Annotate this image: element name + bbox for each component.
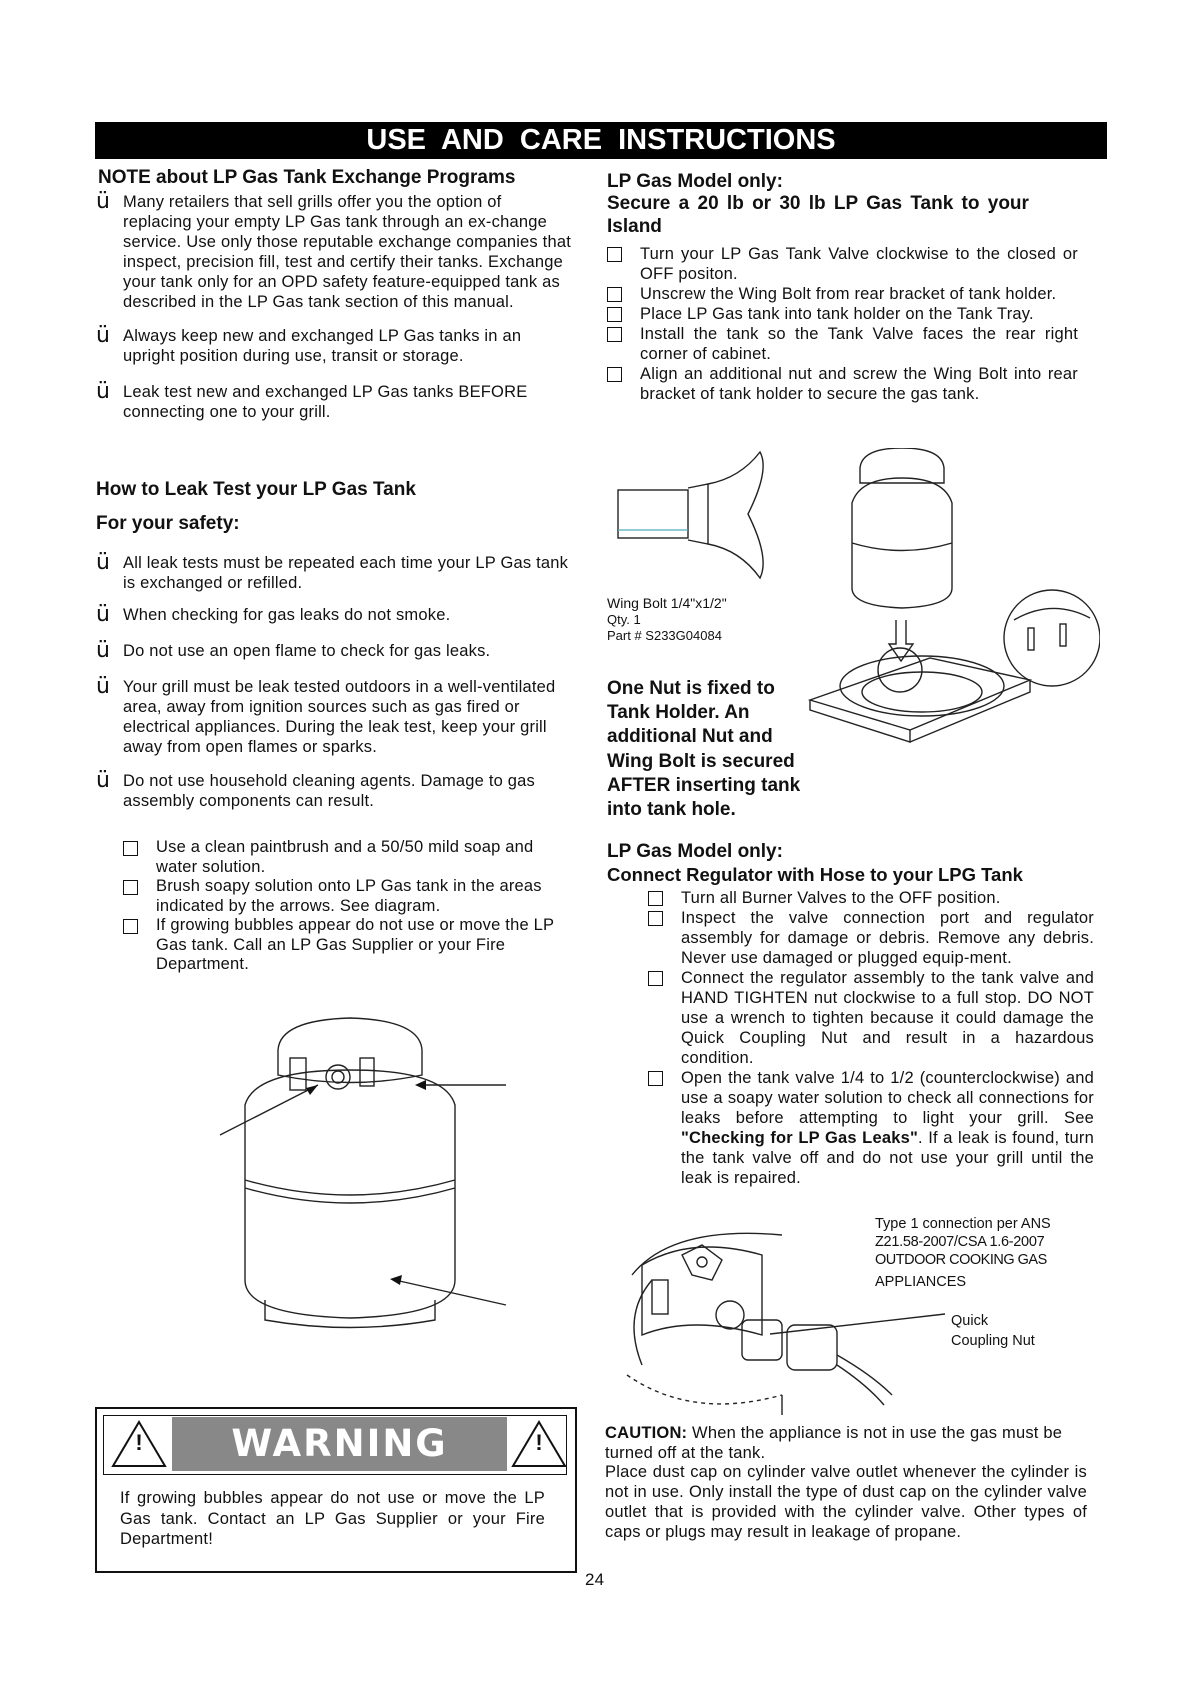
check-icon: ü xyxy=(96,323,111,348)
warning-label: WARNING xyxy=(172,1417,507,1471)
coupling-leader-line xyxy=(770,1310,950,1340)
page-title: USE AND CARE INSTRUCTIONS xyxy=(95,122,1107,159)
safety-list xyxy=(96,550,574,811)
leak-test-title: How to Leak Test your LP Gas Tank xyxy=(96,479,416,500)
list-item: ü Always keep new and exchanged LP Gas tanks in an upright position during use, transit or storage. xyxy=(96,323,522,365)
list-item: ü All leak tests must be repeated each time your LP Gas tank is exchanged or refilled. xyxy=(96,550,569,592)
warning-symbol-right: ! xyxy=(535,1430,543,1455)
quick-coupling-label: Quick Coupling Nut xyxy=(951,1313,1035,1349)
lp-tank-diagram xyxy=(210,1010,510,1330)
list-item: ü Leak test new and exchanged LP Gas tanks BEFORE connecting one to your grill. xyxy=(96,379,528,421)
secure-title-2: Secure a 20 lb or 30 lb LP Gas Tank to your Island xyxy=(607,193,1029,237)
list-item: ü Do not use an open flame to check for gas leaks. xyxy=(96,638,491,663)
list-item: ü Your grill must be leak tested outdoors in a well-ventilated area, away from ignition sources such as gas fired or electrical appliances. During the leak test, keep your grill away from open flames or sparks. xyxy=(96,674,556,756)
check-icon: ü xyxy=(96,638,111,663)
wing-bolt-label: Wing Bolt 1/4"x1/2" Qty. 1 Part # S233G04084 xyxy=(607,595,727,643)
check-icon: ü xyxy=(96,189,111,214)
secure-steps-list xyxy=(607,244,1078,404)
page-number: 24 xyxy=(585,1570,605,1589)
secure-title-1: LP Gas Model only: xyxy=(607,171,783,192)
list-item: If growing bubbles appear do not use or move the LP Gas tank. Call an LP Gas Supplier or your Fire Department. xyxy=(123,916,575,975)
warning-text: If growing bubbles appear do not use or move the LP Gas tank. Contact an LP Gas Supplier or your Fire Department! xyxy=(120,1489,545,1548)
checkbox-icon xyxy=(607,247,622,262)
checkbox-icon xyxy=(607,287,622,302)
connect-title-2: Connect Regulator with Hose to your LPG Tank xyxy=(607,864,1023,885)
note-list xyxy=(96,189,574,422)
list-item: Unscrew the Wing Bolt from rear bracket of tank holder. xyxy=(607,284,1078,304)
checkbox-icon xyxy=(648,971,663,986)
checkbox-icon xyxy=(648,911,663,926)
caution-text: CAUTION: When the appliance is not in use the gas must be turned off at the tank. xyxy=(605,1424,1063,1462)
note-title: NOTE about LP Gas Tank Exchange Programs xyxy=(98,167,516,188)
connect-steps-list xyxy=(648,888,1094,1188)
check-icon: ü xyxy=(96,602,111,627)
list-item: ü Many retailers that sell grills offer you the option of replacing your empty LP Gas tank through an ex-change service. Use only those reputable exchange companies that inspect, precision fill, test and certify their tanks. Exchange your tank only for an OPD safety feature-equipped tank as described in the LP Gas tank section of this manual. xyxy=(96,189,571,311)
leak-steps-list xyxy=(123,838,575,975)
list-item: Use a clean paintbrush and a 50/50 mild soap and water solution. xyxy=(123,838,575,877)
list-item: Align an additional nut and screw the Wing Bolt into rear bracket of tank holder to secure the gas tank. xyxy=(607,364,1078,404)
list-item: Inspect the valve connection port and regulator assembly for damage or debris. Remove any debris. Never use damaged or plugged equip-ment. xyxy=(648,908,1094,968)
checkbox-icon xyxy=(648,1071,663,1086)
list-item: Place LP Gas tank into tank holder on the Tank Tray. xyxy=(607,304,1078,324)
checkbox-icon xyxy=(648,891,663,906)
type1-connection-label: Type 1 connection per ANS Z21.58-2007/CSA 1.6-2007 OUTDOOR COOKING GAS APPLIANCES xyxy=(875,1216,1051,1290)
checkbox-icon xyxy=(607,327,622,342)
nut-note: One Nut is fixed to Tank Holder. An additional Nut and Wing Bolt is secured AFTER inserting tank into tank hole. xyxy=(607,678,801,821)
list-item: ü When checking for gas leaks do not smoke. xyxy=(96,602,451,627)
list-item: ü Do not use household cleaning agents. Damage to gas assembly components can result. xyxy=(96,768,535,810)
list-item: Connect the regulator assembly to the tank valve and HAND TIGHTEN nut clockwise to a full stop. DO NOT use a wrench to tighten because it could damage the Quick Coupling Nut and result in a hazardous condition. xyxy=(648,968,1094,1068)
list-item: Open the tank valve 1/4 to 1/2 (counterclockwise) and use a soapy water solution to check all connections for leaks before attempting to light your grill. See "Checking for LP Gas Leaks". If a leak is found, turn the tank valve off and do not use your grill until the leak is repaired. xyxy=(648,1068,1094,1188)
checkbox-icon xyxy=(123,880,138,895)
checkbox-icon xyxy=(607,367,622,382)
check-icon: ü xyxy=(96,550,111,575)
list-item: Install the tank so the Tank Valve faces the rear right corner of cabinet. xyxy=(607,324,1078,364)
safety-title: For your safety: xyxy=(96,513,240,534)
connect-title-1: LP Gas Model only: xyxy=(607,841,783,862)
check-icon: ü xyxy=(96,768,111,793)
check-icon: ü xyxy=(96,674,111,699)
check-icon: ü xyxy=(96,379,111,404)
checkbox-icon xyxy=(607,307,622,322)
dust-cap-text: Place dust cap on cylinder valve outlet whenever the cylinder is not in use. Only install the type of dust cap on the cylinder valve outlet that is provided with the cylinder valve. Other types of caps or plugs may result in leakage of propane. xyxy=(605,1463,1087,1541)
checkbox-icon xyxy=(123,841,138,856)
warning-symbol-left: ! xyxy=(135,1430,143,1455)
list-item: Turn your LP Gas Tank Valve clockwise to the closed or OFF positon. xyxy=(607,244,1078,284)
list-item: Brush soapy solution onto LP Gas tank in the areas indicated by the arrows. See diagram. xyxy=(123,877,575,916)
checkbox-icon xyxy=(123,919,138,934)
list-item: Turn all Burner Valves to the OFF position. xyxy=(648,888,1094,908)
